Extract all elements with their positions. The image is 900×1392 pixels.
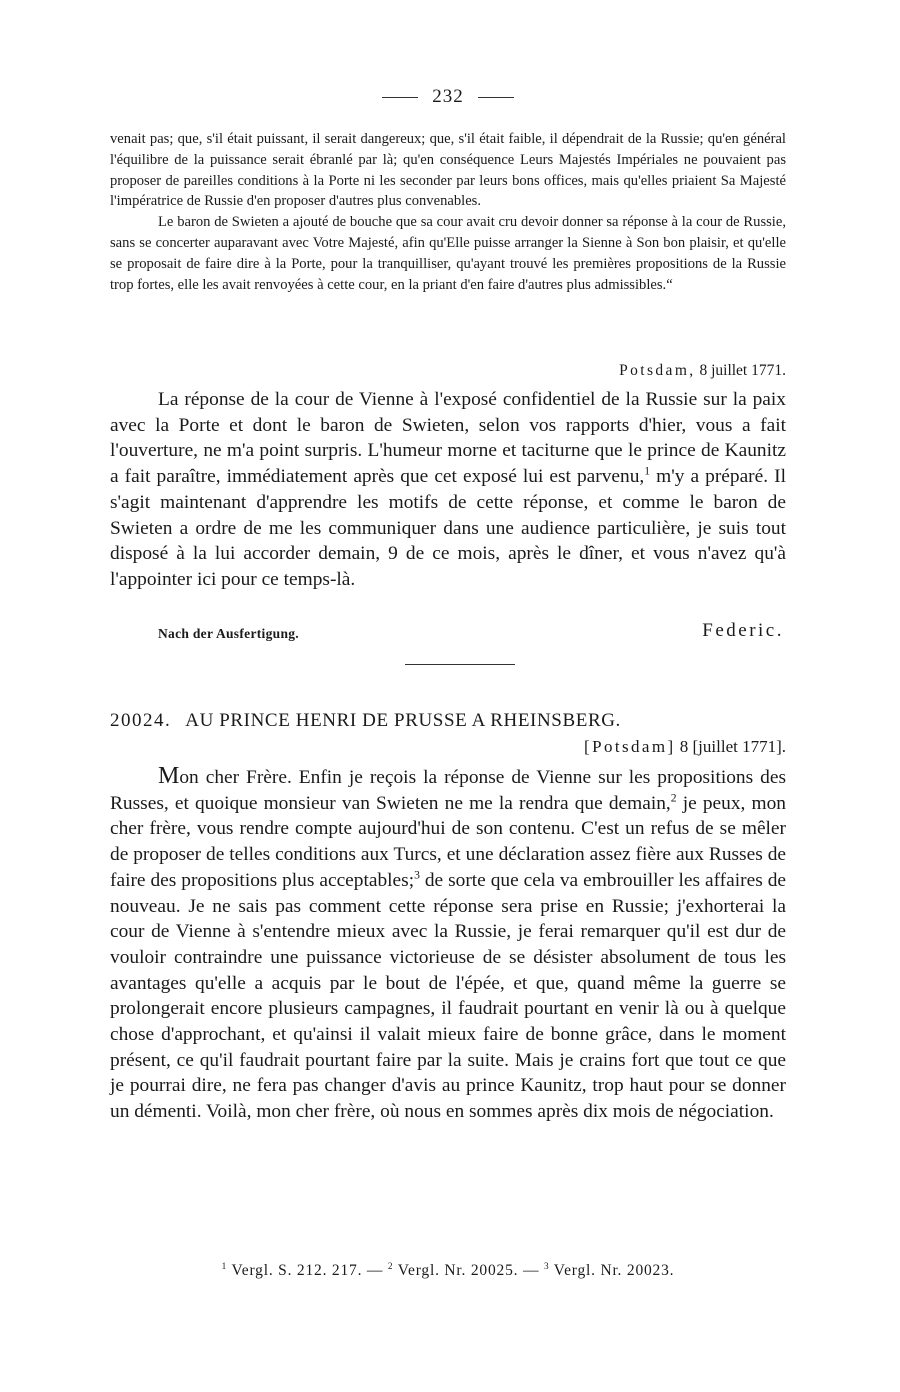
letter-1-text-part-1: La réponse de la cour de Vienne à l'exposé confidentiel de la Russie sur la paix avec la Porte et dont le baron de Swieten, selon vos rapports d'hier, vous a fait l'ouverture, ne m'a point surpris. L'humeur morne et taciturne que le prince de Kaunitz a fait paraître, immédiatement après que cet exposé lui est parvenu, [110,389,786,488]
letter-2-paragraph [110,764,786,1125]
letter-2-text-part-3: de sorte que cela va embrouiller les affaires de nouveau. Je ne sais pas comment cette réponse sera prise en Russie; j'exhorterai la cour de Vienne à s'entendre mieux avec la Russie, je ferai remarquer qu'il est dur de vouloir contraindre une puissance victorieuse de se désister absolument de tous les avantages qu'elle a acquis par le bout de l'épée, et que, quand même la guerre se prolongerait encore plusieurs campagnes, il faudrait pourtant en venir là ou à quelque chose d'approchant, et qu'ainsi il valait mieux faire de bonne grâce, dans le moment présent, ce qu'il faudrait pourtant faire par la suite. Mais je crains fort que tout ce que je pourrai dire, ne fera pas changer d'avis au prince Kaunitz, trop haut pour se donner un démenti. Voilà, mon cher frère, où nous en sommes après dix mois de négociation. [110,869,786,1123]
continuation-paragraph-1: venait pas; que, s'il était puissant, il serait dangereux; que, s'il était faible, il dépendrait de la Russie; qu'en général l'équilibre de la puissance serait ébranlé par là; qu'en conséquence Leurs Majestés Impériales ne pouvaient pas proposer de pareilles conditions à la Porte ni les seconder par leurs bons offices, mais qu'elles priaient Sa Majesté l'impératrice de Russie d'en proposer d'autres plus convenables. [110,131,786,210]
letter-2-initial: M [158,763,180,789]
footnotes [110,1262,786,1280]
letter-2-heading [110,710,786,732]
letter-2-body [110,764,786,1125]
footnote-2-text: Vergl. Nr. 20025. — [393,1262,544,1279]
letter-2-text-part-1: on cher Frère. Enfin je reçois la réponse de Vienne sur les propositions des Russes, et quoique monsieur van Swieten ne me la rendra que demain, [110,767,786,814]
dateline-2-date: 8 [juillet 1771]. [679,737,786,756]
dateline-2-place: [Potsdam] [584,737,676,756]
source-note: Nach der Ausfertigung. [158,626,299,641]
footnote-1-number: 1 [221,1261,228,1272]
page-header [110,86,786,108]
footnote-ref-2: 2 [670,791,677,805]
footnote-3-number: 3 [543,1261,550,1272]
header-dash-left [382,97,418,98]
dateline-2 [584,737,786,757]
continuation-paragraph-2: Le baron de Swieten a ajouté de bouche que sa cour avait cru devoir donner sa réponse à la cour de Russie, sans se concerter auparavant avec Votre Majesté, afin qu'Elle puisse arranger la Sienne à Son bon plaisir, et qu'elle se proposait de faire dire à la Porte, pour la tranquilliser, qu'ayant trouvé les premières propositions de la Russie trop fortes, elle les avait renvoyées à cette cour, en la priant d'en faire d'autres plus admissibles.“ [110,214,786,293]
letter-2-text-part-2: je peux, mon cher frère, vous rendre compte aujourd'hui de son contenu. C'est un refus de se mêler de proposer de telles conditions aux Turcs, et une déclaration assez fière aux Russes de faire des propositions plus acceptables; [110,792,786,891]
footnote-ref-3: 3 [414,868,420,882]
section-divider [405,664,515,665]
letter-1-paragraph [110,387,786,593]
page-number: 232 [432,86,464,107]
footnote-ref-1: 1 [644,464,651,478]
previous-letter-continuation [110,129,786,295]
letter-1-body [110,387,786,593]
letter-2-number: 20024. [110,710,172,731]
header-dash-right [478,97,514,98]
letter-1-text-part-2: m'y a préparé. Il s'agit maintenant d'apprendre les motifs de cette réponse, et comme le baron de Swieten a ordre de me les communiquer dans une audience particulière, je suis tout disposé à la lui accorder demain, 9 de ce mois, après le dîner, et vous n'avez qu'à l'appointer ici pour ce temps-là. [110,466,786,590]
footnote-3-text: Vergl. Nr. 20023. [549,1262,675,1279]
letter-2-title: AU PRINCE HENRI DE PRUSSE A RHEINSBERG. [185,710,621,731]
dateline-1-date: 8 juillet 1771. [699,362,786,379]
dateline-1 [619,362,786,380]
dateline-1-place: Potsdam, [619,362,696,379]
signature: Federic. [702,620,784,641]
footnote-2-number: 2 [387,1261,394,1272]
footnote-1-text: Vergl. S. 212. 217. — [227,1262,388,1279]
